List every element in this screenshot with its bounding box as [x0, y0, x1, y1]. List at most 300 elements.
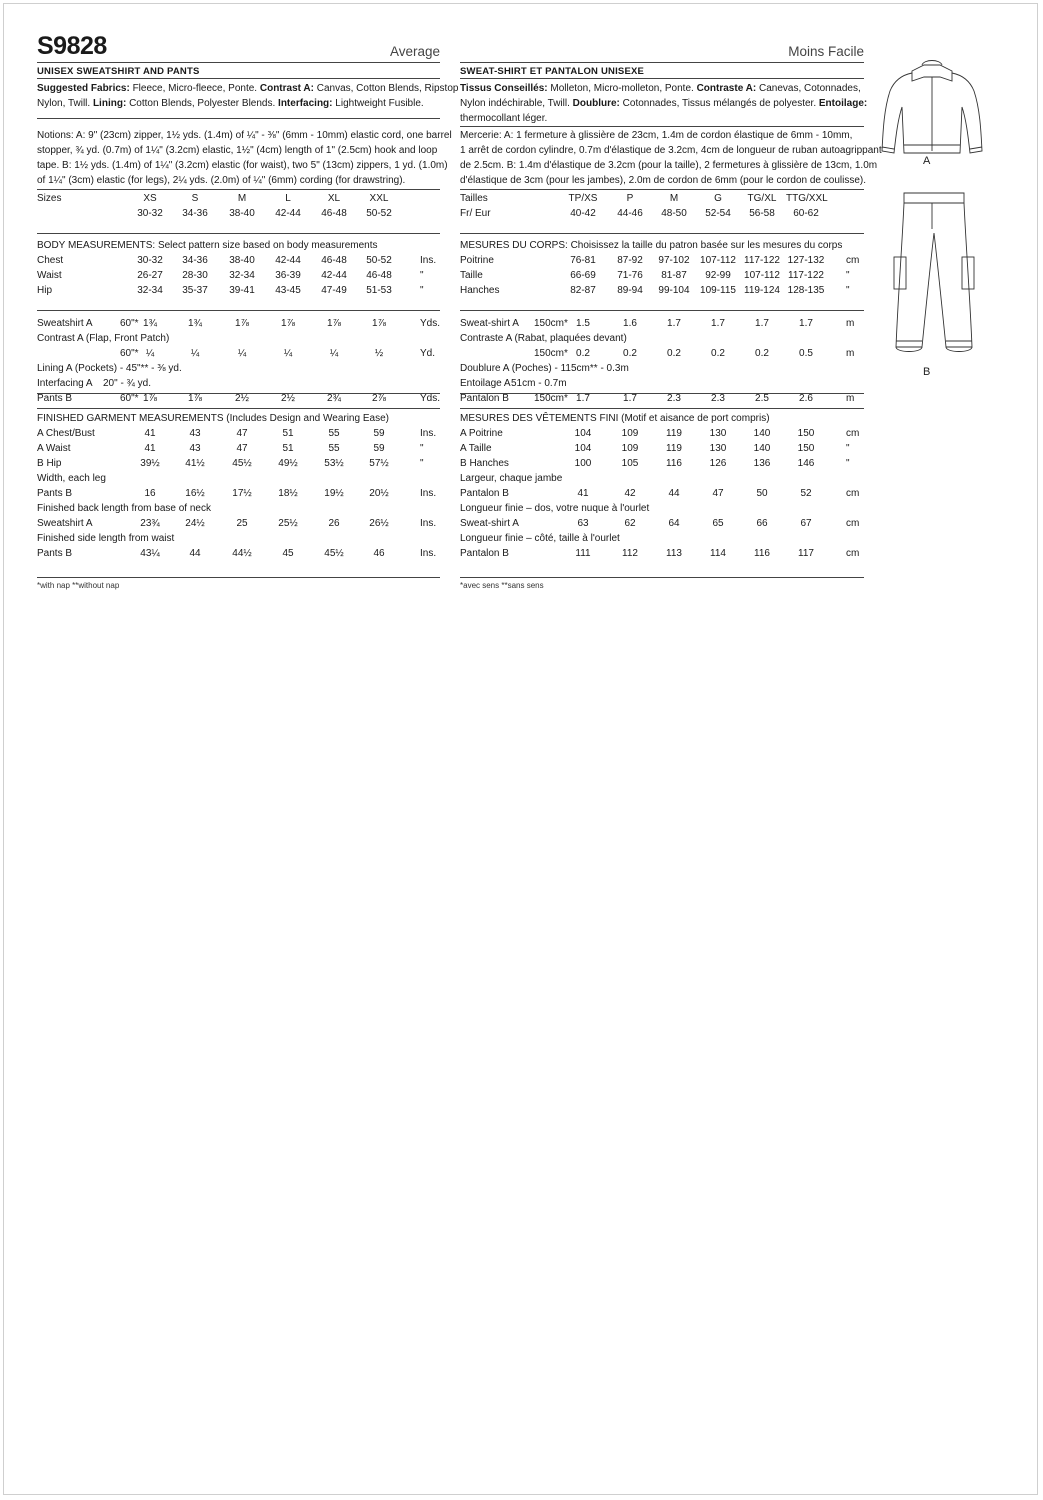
- finished-measurement-row: [460, 441, 864, 456]
- heading-text: FINISHED GARMENT MEASUREMENTS (Includes Design and Wearing Ease): [37, 413, 389, 424]
- yardage-row: [460, 376, 864, 391]
- cell-value: 109-115: [700, 285, 736, 296]
- notions-line: [460, 173, 867, 188]
- cell-value: 0.2: [576, 348, 590, 359]
- cell-value: 150: [797, 443, 815, 454]
- size-header: M: [237, 193, 247, 204]
- cell-value: 112: [622, 548, 638, 559]
- cell-value: 140: [753, 428, 771, 439]
- cell-value: ¼: [237, 348, 247, 359]
- pattern-number: S9828: [37, 32, 107, 60]
- view-b-label: B: [923, 366, 931, 378]
- cell-value: 1⅞: [235, 318, 249, 329]
- body-measurement-row: [460, 268, 864, 283]
- cell-value: 126: [709, 458, 727, 469]
- finished-measurement-row: [37, 546, 440, 561]
- size-header: TP/XS: [568, 193, 598, 204]
- cell-value: 1⅞: [372, 318, 386, 329]
- sizes-label: Tailles: [460, 193, 488, 204]
- divider: [37, 62, 440, 63]
- cell-value: 46-48: [366, 270, 392, 281]
- cell-value: 0.2: [667, 348, 681, 359]
- cell-value: 39½: [140, 458, 160, 469]
- unit-label: Ins.: [420, 428, 437, 439]
- cell-value: 150: [797, 428, 815, 439]
- cell-value: 16½: [185, 488, 205, 499]
- cell-value: 55: [328, 443, 340, 454]
- cell-value: 20½: [369, 488, 389, 499]
- unit-label: ": [846, 285, 850, 296]
- fabrics-segment: Contrast A:: [259, 83, 317, 94]
- size-header: G: [714, 193, 722, 204]
- body-measurement-row: [460, 253, 864, 268]
- size-header: XXL: [369, 193, 389, 204]
- body-measurement-row: [37, 283, 440, 298]
- fabric-width: 20" - ¾ yd.: [103, 378, 152, 389]
- yardage-row: [37, 376, 440, 391]
- fabrics-segment: Cotton Blends, Polyester Blends.: [129, 98, 279, 109]
- size-ranges-row: [37, 206, 440, 221]
- cell-value: 2.5: [755, 393, 769, 404]
- finished-measurement-row: [37, 441, 440, 456]
- finished-measurement-row: [37, 456, 440, 471]
- cell-value: 44: [668, 488, 680, 499]
- size-range: 30-32: [137, 208, 163, 219]
- cell-value: 140: [753, 443, 771, 454]
- unit-label: Ins.: [420, 488, 437, 499]
- cell-value: 42-44: [275, 255, 301, 266]
- fabrics-segment: Molleton, Micro-molleton, Ponte.: [550, 83, 697, 94]
- cell-value: 64: [668, 518, 680, 529]
- divider: [460, 62, 864, 63]
- size-header: XS: [143, 193, 157, 204]
- fabrics-line: [37, 81, 459, 96]
- fabrics-segment: Suggested Fabrics:: [37, 83, 133, 94]
- unit-label: ": [420, 443, 424, 454]
- fabrics-segment: Canvas, Cotton Blends, Ripstop: [316, 83, 459, 94]
- size-ranges-row: [460, 206, 864, 221]
- finished-measurement-row: [460, 516, 864, 531]
- heading-text: MESURES DU CORPS: Choisissez la taille du patron basée sur les mesures du corps: [460, 240, 843, 251]
- cell-value: 47: [712, 488, 724, 499]
- cell-value: 0.5: [799, 348, 813, 359]
- row-label: Pants B: [37, 548, 73, 559]
- cell-value: 32-34: [229, 270, 255, 281]
- cell-value: 18½: [278, 488, 298, 499]
- pattern-title: UNISEX SWEATSHIRT AND PANTS: [37, 66, 200, 77]
- body-measurement-row: [460, 283, 864, 298]
- body-measurement-row: [37, 253, 440, 268]
- footnote: *with nap **without nap: [37, 581, 120, 590]
- yardage-row: [37, 316, 440, 331]
- notions-text: Mercerie: A: 1 fermeture à glissière de 23cm, 1.4m de cordon élastique de 6mm - 10mm,: [460, 130, 853, 141]
- cell-value: 117-122: [744, 255, 780, 266]
- fabrics-segment: Fleece, Micro-fleece, Ponte.: [132, 83, 260, 94]
- cell-value: 25½: [278, 518, 298, 529]
- unit-label: m: [846, 318, 855, 329]
- divider: [37, 408, 440, 409]
- fabrics-segment: Canevas, Cotonnades,: [759, 83, 861, 94]
- size-range: 60-62: [793, 208, 819, 219]
- notions-text: 1 arrêt de cordon cylindre, 0.7m d'élastique de 3.2cm, 4cm de longueur de ruban autoagrippant: [460, 145, 882, 156]
- cell-value: 46-48: [321, 255, 347, 266]
- divider: [460, 78, 864, 79]
- view-a-label: A: [923, 155, 931, 167]
- cell-value: 97-102: [658, 255, 690, 266]
- cell-value: 116: [754, 548, 770, 559]
- cell-value: 119: [666, 443, 682, 454]
- size-header: TG/XL: [747, 193, 777, 204]
- finished-measurement-row: [460, 546, 864, 561]
- yardage-row: [37, 361, 440, 376]
- divider: [460, 126, 864, 127]
- cell-value: 119: [666, 428, 682, 439]
- finished-measurement-row: [37, 516, 440, 531]
- fabrics-segment: Doublure:: [572, 98, 623, 109]
- cell-value: 1.7: [623, 393, 637, 404]
- finished-measurement-row: [460, 501, 864, 516]
- size-header: XL: [327, 193, 341, 204]
- cell-value: 1.7: [711, 318, 725, 329]
- row-label: Longueur finie – côté, taille à l'ourlet: [460, 533, 620, 544]
- fabric-width: 51cm - 0.7m: [511, 378, 567, 389]
- row-label: Sweat-shirt A: [460, 518, 519, 529]
- size-header: TTG/XXL: [786, 193, 828, 204]
- cell-value: 1.7: [755, 318, 769, 329]
- row-label: Pants B: [37, 393, 73, 404]
- row-label: Doublure A (Poches) - 115cm** - 0.3m: [460, 363, 629, 374]
- row-label: Taille: [460, 270, 483, 281]
- cell-value: 50-52: [366, 255, 392, 266]
- cell-value: 87-92: [617, 255, 643, 266]
- cell-value: 63: [577, 518, 589, 529]
- finished-measurement-row: [37, 426, 440, 441]
- cell-value: 41½: [185, 458, 205, 469]
- cell-value: 1.6: [623, 318, 637, 329]
- finished-measurements-heading: [37, 411, 440, 426]
- size-range: 46-48: [321, 208, 347, 219]
- fabrics-segment: thermocollant léger.: [460, 113, 548, 124]
- divider: [460, 408, 864, 409]
- body-measurements-heading: [37, 238, 440, 253]
- cell-value: 1⅞: [188, 393, 202, 404]
- cell-value: 51-53: [366, 285, 392, 296]
- cell-value: 36-39: [275, 270, 301, 281]
- cell-value: 113: [666, 548, 682, 559]
- pants-illustration: [894, 193, 974, 352]
- notions-line: [37, 128, 452, 143]
- cell-value: 1.5: [576, 318, 590, 329]
- size-range: 34-36: [182, 208, 208, 219]
- cell-value: ½: [374, 348, 384, 359]
- row-label: Contrast A (Flap, Front Patch): [37, 333, 170, 344]
- cell-value: 41: [144, 428, 156, 439]
- notions-line: [460, 143, 882, 158]
- unit-label: ": [420, 285, 424, 296]
- yardage-row: [460, 361, 864, 376]
- sizes-row: [37, 191, 440, 206]
- cell-value: 2¾: [327, 393, 341, 404]
- notions-line: [460, 158, 878, 173]
- cell-value: 0.2: [755, 348, 769, 359]
- divider: [460, 577, 864, 578]
- cell-value: 107-112: [744, 270, 780, 281]
- cell-value: 111: [575, 548, 591, 559]
- row-label: Contraste A (Rabat, plaquées devant): [460, 333, 627, 344]
- unit-label: m: [846, 348, 855, 359]
- finished-measurements-heading: [460, 411, 864, 426]
- cell-value: ¼: [283, 348, 293, 359]
- notions-text: Notions: A: 9" (23cm) zipper, 1½ yds. (1.4m) of ¼" - ⅜" (6mm - 10mm) elastic cord, one barrel: [37, 130, 452, 141]
- cell-value: 41: [577, 488, 589, 499]
- row-label: A Waist: [37, 443, 71, 454]
- row-label: Hanches: [460, 285, 500, 296]
- cell-value: 2½: [235, 393, 249, 404]
- finished-measurement-row: [460, 426, 864, 441]
- finished-measurement-row: [460, 531, 864, 546]
- cell-value: 1⅞: [281, 318, 295, 329]
- cell-value: 2.3: [711, 393, 725, 404]
- row-label: Pantalon B: [460, 393, 509, 404]
- difficulty-level: Average: [389, 44, 440, 59]
- cell-value: 0.2: [711, 348, 725, 359]
- notions-text: tape. B: 1½ yds. (1.4m) of 1¼" (3.2cm) elastic (for waist), two 5" (13cm) zippers, 1 yd. (1.0m): [37, 160, 448, 171]
- row-label: A Chest/Bust: [37, 428, 95, 439]
- fabrics-line: [460, 96, 868, 111]
- cell-value: 109: [621, 428, 639, 439]
- cell-value: 2⅞: [372, 393, 386, 404]
- cell-value: 17½: [232, 488, 252, 499]
- cell-value: ¼: [190, 348, 200, 359]
- cell-value: 44: [189, 548, 201, 559]
- cell-value: 114: [710, 548, 726, 559]
- cell-value: 2½: [281, 393, 295, 404]
- unit-label: cm: [846, 488, 860, 499]
- sweatshirt-illustration: [882, 61, 982, 154]
- cell-value: 30-32: [137, 255, 163, 266]
- cell-value: 127-132: [787, 255, 825, 266]
- cell-value: 44½: [232, 548, 252, 559]
- cell-value: 46: [373, 548, 385, 559]
- row-label: Longueur finie – dos, votre nuque à l'ourlet: [460, 503, 650, 514]
- cell-value: 41: [144, 443, 156, 454]
- unit-label: Yd.: [420, 348, 436, 359]
- divider: [460, 393, 864, 394]
- row-label: Hip: [37, 285, 53, 296]
- finished-measurement-row: [460, 471, 864, 486]
- cell-value: 2.6: [799, 393, 813, 404]
- finished-measurement-row: [460, 456, 864, 471]
- yardage-row: [460, 331, 864, 346]
- cell-value: 51: [282, 443, 294, 454]
- cell-value: 82-87: [570, 285, 596, 296]
- unit-label: Ins.: [420, 255, 437, 266]
- cell-value: 49½: [278, 458, 298, 469]
- finished-measurement-row: [37, 486, 440, 501]
- size-range: 56-58: [749, 208, 775, 219]
- cell-value: 89-94: [617, 285, 643, 296]
- body-measurement-row: [37, 268, 440, 283]
- fabrics-segment: Interfacing:: [278, 98, 336, 109]
- cell-value: 116: [666, 458, 682, 469]
- cell-value: 71-76: [617, 270, 643, 281]
- heading-text: MESURES DES VÊTEMENTS FINI (Motif et aisance de port compris): [460, 413, 770, 424]
- divider: [37, 233, 440, 234]
- row-label: A Taille: [460, 443, 492, 454]
- cell-value: 76-81: [570, 255, 596, 266]
- unit-label: m: [846, 393, 855, 404]
- size-ranges-label: Fr/ Eur: [460, 208, 491, 219]
- divider: [460, 233, 864, 234]
- unit-label: cm: [846, 428, 860, 439]
- size-range: 40-42: [570, 208, 596, 219]
- row-label: Poitrine: [460, 255, 494, 266]
- row-label: B Hanches: [460, 458, 509, 469]
- unit-label: ": [420, 270, 424, 281]
- size-header: S: [191, 193, 199, 204]
- row-label: Finished back length from base of neck: [37, 503, 211, 514]
- fabrics-segment: Contraste A:: [696, 83, 759, 94]
- divider: [460, 310, 864, 311]
- cell-value: 92-99: [705, 270, 731, 281]
- cell-value: 43: [189, 443, 201, 454]
- fabrics-segment: Lining:: [92, 98, 130, 109]
- row-label: Pants B: [37, 488, 73, 499]
- cell-value: 23¾: [140, 518, 160, 529]
- row-label: Largeur, chaque jambe: [460, 473, 563, 484]
- cell-value: 66: [756, 518, 768, 529]
- cell-value: 28-30: [182, 270, 208, 281]
- finished-measurement-row: [37, 531, 440, 546]
- cell-value: 42: [624, 488, 636, 499]
- unit-label: ": [846, 443, 850, 454]
- footnote: *avec sens **sans sens: [460, 581, 544, 590]
- finished-measurement-row: [37, 471, 440, 486]
- notions-text: stopper, ¾ yd. (0.7m) of 1¼" (3.2cm) elastic, 1½" (4cm) length of 1" (2.5cm) hook and loop: [37, 145, 438, 156]
- cell-value: 52: [800, 488, 812, 499]
- cell-value: 25: [236, 518, 248, 529]
- fabric-width: 150cm*: [534, 318, 568, 329]
- cell-value: 66-69: [570, 270, 596, 281]
- size-range: 38-40: [229, 208, 255, 219]
- row-label: B Hip: [37, 458, 62, 469]
- size-range: 48-50: [661, 208, 687, 219]
- cell-value: 107-112: [700, 255, 736, 266]
- row-label: Entoilage A: [460, 378, 511, 389]
- size-header: P: [626, 193, 634, 204]
- fabric-width: 60"*: [120, 393, 139, 404]
- cell-value: 45½: [324, 548, 344, 559]
- garment-illustrations: [872, 57, 992, 387]
- cell-value: 19½: [324, 488, 344, 499]
- cell-value: 43: [189, 428, 201, 439]
- divider: [37, 189, 440, 190]
- yardage-row: [37, 331, 440, 346]
- notions-text: of 1¼" (3cm) elastic (for legs), 2¼ yds. (2.0m) of ¼" (6mm) cording (for drawstring).: [37, 175, 406, 186]
- cell-value: 26: [328, 518, 340, 529]
- cell-value: 65: [712, 518, 724, 529]
- cell-value: 1¾: [188, 318, 202, 329]
- fabrics-segment: Nylon indéchirable, Twill.: [460, 98, 573, 109]
- fabrics-segment: Lightweight Fusible.: [335, 98, 424, 109]
- divider: [37, 118, 440, 119]
- unit-label: Yds.: [420, 393, 441, 404]
- cell-value: 2.3: [667, 393, 681, 404]
- cell-value: 47: [236, 443, 248, 454]
- row-label: Sweatshirt A: [37, 518, 93, 529]
- unit-label: ": [420, 458, 424, 469]
- cell-value: 81-87: [661, 270, 687, 281]
- unit-label: Yds.: [420, 318, 441, 329]
- sizes-row: [460, 191, 864, 206]
- cell-value: 1.7: [576, 393, 590, 404]
- unit-label: cm: [846, 255, 860, 266]
- notions-line: [460, 128, 864, 143]
- cell-value: 42-44: [321, 270, 347, 281]
- cell-value: 128-135: [787, 285, 825, 296]
- unit-label: Ins.: [420, 548, 437, 559]
- unit-label: cm: [846, 548, 860, 559]
- divider: [460, 189, 864, 190]
- fabrics-segment: Nylon, Twill.: [37, 98, 93, 109]
- heading-text: BODY MEASUREMENTS: Select pattern size based on body measurements: [37, 240, 378, 251]
- notions-text: d'élastique de 3cm (pour les jambes), 2.0m de cordon de 6mm (pour le cordon de coulisse).: [460, 175, 867, 186]
- row-label: Finished side length from waist: [37, 533, 175, 544]
- cell-value: 26-27: [137, 270, 163, 281]
- fabrics-line: [460, 111, 864, 126]
- notions-line: [37, 158, 448, 173]
- cell-value: 1.7: [667, 318, 681, 329]
- cell-value: 45: [282, 548, 294, 559]
- cell-value: 136: [753, 458, 771, 469]
- row-label: Interfacing A: [37, 378, 93, 389]
- cell-value: 104: [574, 428, 592, 439]
- difficulty-level-fr: Moins Facile: [788, 44, 864, 59]
- fabric-width: 150cm*: [534, 393, 568, 404]
- cell-value: 59: [373, 428, 385, 439]
- cell-value: 130: [709, 443, 727, 454]
- divider: [37, 310, 440, 311]
- yardage-row: [37, 346, 440, 361]
- cell-value: 62: [624, 518, 636, 529]
- cell-value: 117-122: [788, 270, 824, 281]
- cell-value: 109: [621, 443, 639, 454]
- cell-value: 51: [282, 428, 294, 439]
- unit-label: Ins.: [420, 518, 437, 529]
- fabrics-segment: Entoilage:: [818, 98, 868, 109]
- row-label: Chest: [37, 255, 64, 266]
- row-label: Waist: [37, 270, 62, 281]
- fabric-width: 60"*: [120, 318, 139, 329]
- cell-value: 146: [797, 458, 815, 469]
- fabric-width: 60"*: [120, 348, 139, 359]
- finished-measurement-row: [460, 486, 864, 501]
- row-label: A Poitrine: [460, 428, 503, 439]
- unit-label: cm: [846, 518, 860, 529]
- pattern-title-fr: SWEAT-SHIRT ET PANTALON UNISEXE: [460, 66, 645, 77]
- cell-value: 99-104: [658, 285, 690, 296]
- notions-line: [37, 143, 440, 158]
- cell-value: 1¾: [143, 318, 157, 329]
- fabrics-line: [460, 81, 864, 96]
- cell-value: 38-40: [229, 255, 255, 266]
- size-header: M: [669, 193, 679, 204]
- cell-value: 26½: [369, 518, 389, 529]
- cell-value: 57½: [369, 458, 389, 469]
- row-label: Pantalon B: [460, 488, 509, 499]
- cell-value: 16: [144, 488, 156, 499]
- cell-value: 47: [236, 428, 248, 439]
